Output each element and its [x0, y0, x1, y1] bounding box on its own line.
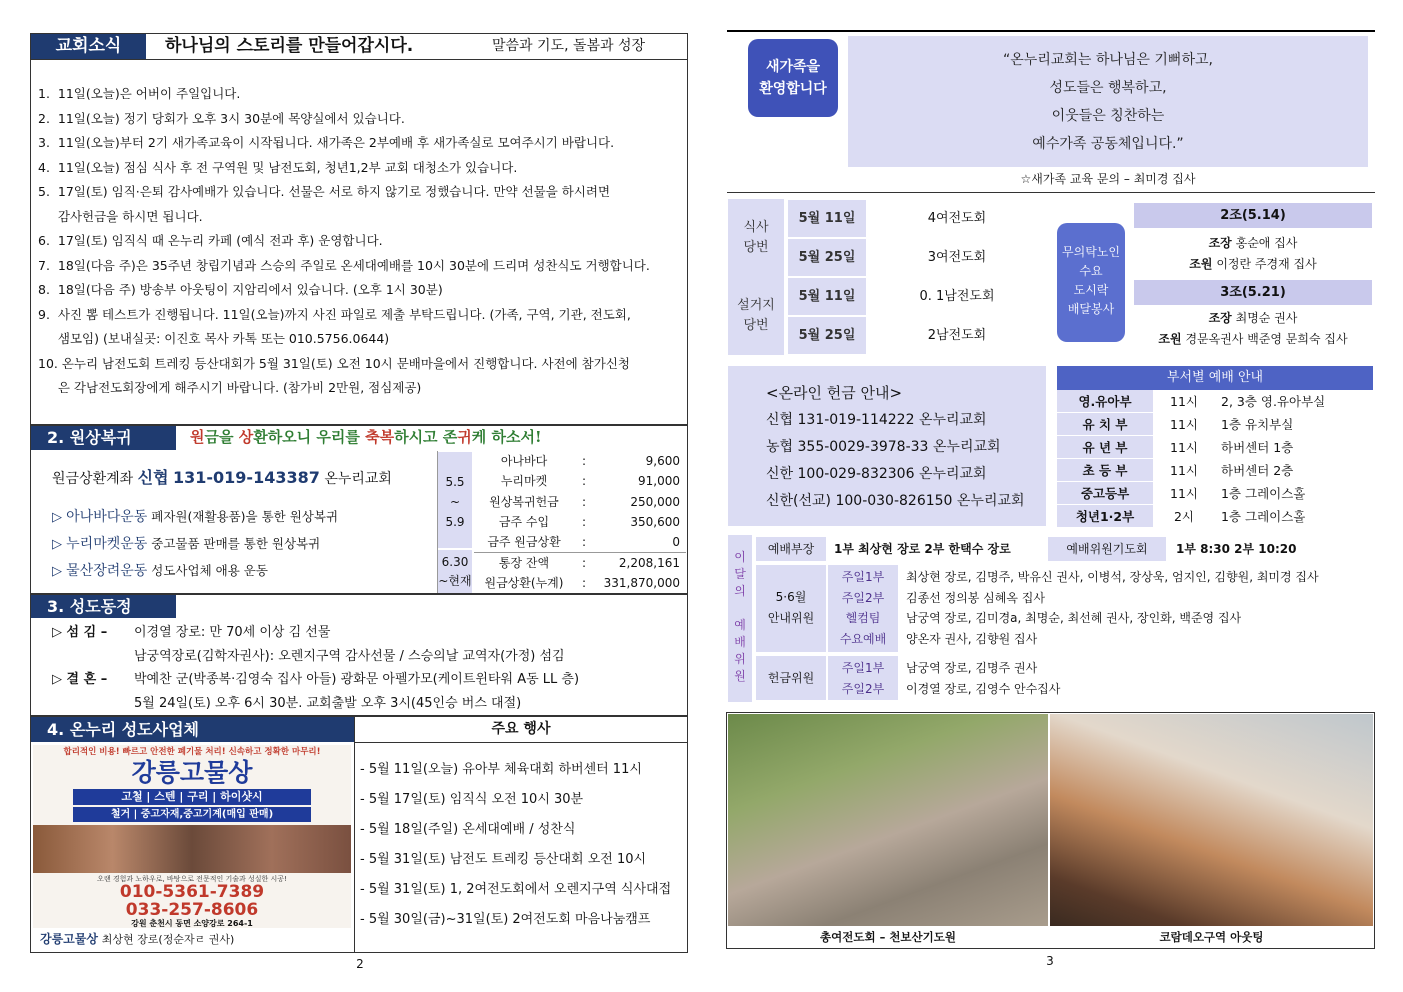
- member-news-line: [52, 621, 579, 645]
- church-news-title: 교회소식: [31, 34, 146, 59]
- member-news-line: [52, 645, 579, 669]
- online-offering: <온라인 헌금 안내> 신협 131-019-114222 온누리교회 농협 355-0029-3978-33 온누리교회 신한 100-029-832306 온누리교회 신한(선교) 100-030-826150 온누리교회: [728, 366, 1046, 526]
- dept-name: 유 년 부: [1057, 436, 1153, 458]
- page-number-left: 2: [356, 957, 364, 971]
- quote-line: 이웃들은 칭찬하는: [1051, 108, 1165, 124]
- slogan-part: 금을: [204, 428, 239, 446]
- restitution-title: 2. 원상복귀: [31, 426, 176, 450]
- movement-name: 물산장려운동: [66, 563, 148, 579]
- committee-box: [728, 535, 1374, 702]
- prayer-meeting-time: 1부 8:30 2부 10:20: [1176, 542, 1297, 556]
- news-item: 4. 11일(오늘) 점심 식사 후 전 구역원 및 남전도회, 청년1,2부 교회 대청소가 있습니다.: [38, 159, 518, 175]
- news-item: 1. 11일(오늘)은 어버이 주일입니다.: [38, 86, 241, 101]
- restitution-slogan: [190, 428, 542, 447]
- line-label: ▷ 결 혼 –: [52, 672, 108, 687]
- dept-row: [1057, 482, 1373, 505]
- row-key: 원금상환(누계): [484, 575, 564, 590]
- guide-names: 최상현 장로, 김명주, 박유신 권사, 이병석, 장상욱, 엄지인, 김향원, 최미경 집사: [906, 570, 1319, 584]
- row-value: 2,208,161: [618, 556, 680, 571]
- delivery-group-3-title: 3조(5.21): [1134, 280, 1372, 305]
- restitution-row: [474, 451, 686, 471]
- meal-duty-label: 식사 당번: [728, 199, 784, 277]
- offer-names: 남궁역 장로, 김명주 권사: [906, 661, 1038, 675]
- bullet-icon: ▷: [52, 564, 67, 579]
- delivery-group-2: 조장 홍순애 집사 조원 이정란 주경재 집사: [1189, 236, 1317, 271]
- online-account: 신협 131-019-114222 온누리교회: [766, 412, 987, 428]
- dept-name: 중고등부: [1057, 482, 1153, 504]
- restitution-row: [474, 573, 686, 593]
- worship-head-label: 예배부장: [756, 537, 826, 561]
- events-list: [360, 755, 671, 935]
- welcome-quote: [848, 36, 1368, 167]
- member-news-list: [52, 621, 579, 715]
- row-key: 금주 원금상환: [487, 535, 561, 550]
- restitution-row: [474, 492, 686, 512]
- online-account: 농협 355-0029-3978-33 온누리교회: [766, 439, 1001, 455]
- dept-row: [1057, 459, 1373, 482]
- row-value: 350,600: [630, 514, 680, 529]
- line-text: 5월 24일(토) 오후 6시 30분. 교회출발 오후 3시(45인승 버스 대절): [134, 695, 522, 711]
- movement-name: 아나바다운동: [66, 509, 148, 525]
- event-item: - 5월 31일(토) 1, 2여전도회에서 오렌지구역 식사대접: [360, 882, 672, 897]
- guide-key: 수요예배: [839, 631, 887, 646]
- business-title: 4. 온누리 성도사업체: [31, 717, 354, 742]
- news-item: 10. 온누리 남전도회 트레킹 등산대회가 5월 31일(토) 오전 10시 문배마을에서 진행합니다. 사전에 참가신청: [38, 355, 630, 371]
- account-line: 원금상환계좌 신협 131-019-143387 온누리교회: [52, 468, 392, 487]
- dept-name: 초 등 부: [1057, 459, 1153, 481]
- row-colon: :: [581, 556, 587, 571]
- movement-item: [52, 504, 338, 531]
- member-news-line: [52, 692, 579, 716]
- slogan-part: 원: [190, 428, 205, 446]
- duty-group: 4여전도회: [927, 211, 987, 226]
- movement-desc: 성도사업체 애용 운동: [147, 563, 268, 578]
- side-char: 달: [734, 567, 746, 581]
- row-value: 331,870,000: [603, 575, 680, 590]
- news-item: 6. 17일(토) 임직식 때 온누리 카페 (예식 전과 후) 운영합니다.: [38, 233, 383, 248]
- welcome-badge: 새가족을 환영합니다: [748, 39, 838, 117]
- side-char: [728, 600, 752, 617]
- news-item: 8. 18일(다음 주) 방송부 아웃팅이 지암리에서 있습니다. (오후 1시 30분): [38, 282, 443, 297]
- dept-row: [1057, 436, 1373, 459]
- slogan-part: 케 하소서!: [471, 428, 542, 446]
- row-value: 250,000: [630, 494, 680, 509]
- side-char: 배: [734, 635, 746, 649]
- slogan-part: 상: [238, 428, 254, 446]
- member-news-title: 3. 성도동정: [31, 595, 176, 618]
- delivery-label: 무의탁노인 수요 도시락 배달봉사: [1057, 223, 1125, 342]
- row-key: 통장 잔액: [498, 556, 550, 571]
- row-colon: :: [581, 514, 587, 529]
- slogan-part: 환하오니 우리를: [253, 428, 366, 446]
- line-label: ▷ 섬 김 –: [52, 625, 108, 640]
- online-account: 신한(선교) 100-030-826150 온누리교회: [766, 493, 1025, 509]
- row-value: 9,600: [645, 454, 680, 468]
- dept-place: 1층 그레이스홀: [1221, 486, 1306, 501]
- movement-desc: 중고물품 판매를 통한 원상복귀: [147, 536, 321, 551]
- event-item: - 5월 18일(주일) 온세대예배 / 성찬식: [360, 822, 576, 837]
- duty-group: 0. 1남전도회: [919, 289, 995, 304]
- movement-item: [52, 558, 338, 585]
- photo-coramdeo-outing: [1050, 714, 1373, 926]
- dept-worship-table: 부서별 예배 안내 영.유아부 11시 2, 3층 영.유아부실 유 치 부 11시 1층 유치부실 유 년 부 11시 하버센터 1층 초 등 부 11시 하버센터 2층 중고등부 11시 1층 그레이스홀 청년1·2부 2시 1층 그레이스홀: [1057, 366, 1373, 528]
- committee-side-label: [728, 535, 752, 702]
- restitution-row: [474, 512, 686, 532]
- dept-time: 2시: [1173, 509, 1195, 524]
- bullet-icon: ▷: [52, 537, 67, 552]
- news-item: 3. 11일(오늘)부터 2기 새가족교육이 시작됩니다. 새가족은 2부예배 후 새가족실로 모여주시기 바랍니다.: [38, 135, 615, 150]
- side-char: 의: [734, 584, 746, 598]
- dept-name: 영.유아부: [1057, 390, 1153, 412]
- row-key: 누리마켓: [500, 474, 548, 489]
- dept-row: [1057, 413, 1373, 436]
- side-char: 위: [734, 652, 746, 666]
- photo-caption-2: 코람데오구역 아웃팅: [1159, 930, 1264, 944]
- slogan-part: 귀: [457, 428, 472, 446]
- offer-key: 주일1부: [841, 661, 885, 675]
- row-key: 원상복귀헌금: [489, 494, 559, 509]
- business-ad: 합리적인 비용! 빠르고 안전한 폐기물 처리! 신속하고 정확한 마무리! 강릉고물상 고철 | 스텐 | 구리 | 하이샷시 철거 | 중고자재,중고기계(매입 판매) 오랜 경험과 노하우로, 바탕으로 전문적인 기술과 성실한 시공! 010-5361-7389 033-257-8606 강원 춘천시 동면 소양강로 264-1: [33, 745, 351, 928]
- duty-group: 3여전도회: [927, 250, 987, 265]
- restitution-row: [474, 552, 686, 572]
- duty-date: 5월 11일: [788, 278, 866, 315]
- side-char: 이: [734, 550, 746, 564]
- guide-key: 주일1부: [841, 570, 885, 584]
- guide-key: 주일2부: [841, 590, 885, 605]
- delivery-group-3: 조장 최명순 권사 조원 경문옥권사 백준영 문희숙 집사: [1158, 311, 1348, 346]
- guide-names: 김종선 정의봉 심혜옥 집사: [906, 590, 1045, 605]
- dept-time: 11시: [1170, 486, 1198, 501]
- duty-date: 5월 11일: [788, 200, 866, 237]
- duty-date: 5월 25일: [788, 317, 866, 354]
- news-item: 2. 11일(오늘) 정기 당회가 오후 3시 30분에 목양실에서 있습니다.: [38, 110, 405, 126]
- news-item: 9. 사진 뽐 테스트가 진행됩니다. 11일(오늘)까지 사진 파일로 제출 부탁드립니다. (가족, 구역, 기관, 전도회,: [38, 306, 631, 322]
- row-colon: :: [581, 474, 587, 489]
- row-key: 아나바다: [500, 454, 548, 468]
- line-label: [52, 645, 134, 669]
- line-text: 이경열 장로: 만 70세 이상 김 선물: [134, 625, 331, 640]
- movement-desc: 폐자원(재활용품)을 통한 원상복귀: [147, 509, 339, 524]
- dept-place: 하버센터 2층: [1221, 463, 1294, 478]
- line-label: [52, 692, 134, 716]
- quote-line: 성도들은 행복하고,: [1049, 80, 1167, 96]
- church-news-list: [38, 82, 683, 401]
- dept-row: [1057, 390, 1373, 413]
- line-text: 박예찬 군(박종복·김영숙 집사 아들) 광화문 아펠가모(케이트윈타워 A동 LL 층): [134, 672, 580, 687]
- slogan-part: 하시고 존: [394, 428, 458, 446]
- event-item: - 5월 11일(오늘) 유아부 체육대회 하버센터 11시: [360, 762, 642, 777]
- dept-time: 11시: [1170, 463, 1198, 478]
- restitution-table: [474, 451, 686, 593]
- dept-name: 유 치 부: [1057, 413, 1153, 435]
- business-caption: 강릉고물상 최상현 장로(정순자ㄹ 권사): [40, 932, 235, 946]
- event-item: - 5월 31일(토) 남전도 트레킹 등산대회 오전 10시: [360, 852, 647, 867]
- movement-item: [52, 531, 338, 558]
- quote-line: “온누리교회는 하나님은 기뻐하고,: [1003, 52, 1213, 68]
- dept-time: 11시: [1170, 394, 1198, 409]
- guide-key: 헬컴팀: [845, 611, 881, 625]
- dept-place: 2, 3층 영.유아부실: [1221, 394, 1326, 409]
- duty-group: 2남전도회: [927, 328, 987, 343]
- member-news-line: [52, 668, 579, 692]
- row-key: 금주 수입: [498, 514, 550, 529]
- church-news-motto: 말씀과 기도, 돌봄과 성장: [492, 38, 646, 54]
- dept-place: 하버센터 1층: [1221, 440, 1294, 455]
- events-title: 주요 행사: [491, 721, 551, 737]
- row-colon: :: [581, 575, 587, 590]
- worship-head: 1부 최상현 장로 2부 한택수 장로: [834, 542, 1011, 556]
- movement-list: [52, 504, 338, 585]
- dept-name: 청년1·2부: [1057, 505, 1153, 527]
- online-account: 신한 100-029-832306 온누리교회: [766, 466, 987, 482]
- restitution-row: [474, 532, 686, 552]
- newfamily-inquiry: ☆새가족 교육 문의 – 최미경 집사: [1020, 172, 1196, 186]
- news-item: 5. 17일(토) 임직·은퇴 감사예배가 있습니다. 선물은 서로 하지 않기로 정했습니다. 만약 선물을 하시려면: [38, 184, 611, 199]
- row-colon: :: [581, 454, 587, 468]
- scrap-image: [33, 825, 351, 873]
- event-item: - 5월 17일(토) 임직식 오전 10시 30분: [360, 792, 584, 807]
- bullet-icon: ▷: [52, 510, 67, 525]
- church-news-headline: 하나님의 스토리를 만들어갑시다.: [165, 36, 414, 56]
- guide-label: 5·6월 안내위원: [756, 565, 826, 652]
- quote-line: 예수가족 공동체입니다.”: [1032, 136, 1184, 152]
- dept-place: 1층 유치부실: [1221, 417, 1294, 432]
- restitution-row: [474, 471, 686, 491]
- slogan-part: 축복: [365, 428, 395, 446]
- duty-table: [728, 199, 1046, 355]
- dept-row: [1057, 505, 1373, 528]
- news-item: 은 각남전도회장에게 해주시기 바랍니다. (참가비 2만원, 점심제공): [38, 380, 422, 395]
- news-item: 감사헌금을 하시면 됩니다.: [38, 208, 203, 224]
- row-value: 0: [672, 535, 680, 550]
- dept-time: 11시: [1170, 417, 1198, 432]
- photo-women-fellowship: [728, 714, 1048, 926]
- guide-names: 양온자 권사, 김향원 집사: [906, 631, 1038, 646]
- dept-time: 11시: [1170, 440, 1198, 455]
- row-colon: :: [581, 494, 587, 509]
- dish-duty-label: 설거지 당번: [728, 277, 784, 355]
- guide-names: 남궁역 장로, 김미경a, 최명순, 최선혜 권사, 장인화, 백준영 집사: [906, 611, 1242, 625]
- photo-caption-1: 총여전도회 – 천보산기도원: [820, 930, 956, 944]
- row-colon: :: [581, 535, 587, 550]
- news-item: 샘모임) (보내실곳: 이진호 목사 카톡 또는 010.5756.0644): [38, 331, 390, 346]
- dept-place: 1층 그레이스홀: [1221, 509, 1306, 524]
- prayer-meeting-label: 예배위원기도회: [1048, 537, 1166, 561]
- line-text: 남궁역장로(김학자권사): 오렌지구역 감사선물 / 스승의날 교역자(가정) 섬김: [134, 648, 565, 664]
- side-char: 원: [734, 669, 746, 683]
- offer-names: 이경열 장로, 김영수 안수집사: [906, 681, 1061, 696]
- news-item: 7. 18일(다음 주)은 35주년 창립기념과 스승의 주일로 온세대예배를 10시 30분에 드리며 성찬식도 거행합니다.: [38, 257, 650, 273]
- delivery-group-2-title: 2조(5.14): [1134, 203, 1372, 228]
- row-value: 91,000: [638, 474, 680, 489]
- event-item: - 5월 30일(금)~31일(토) 2여전도회 마음나눔캠프: [360, 912, 651, 927]
- offering-label: 헌금위원: [756, 656, 826, 700]
- offer-key: 주일2부: [841, 681, 885, 696]
- side-char: 예: [734, 618, 746, 632]
- page-number-right: 3: [1046, 954, 1054, 968]
- movement-name: 누리마켓운동: [66, 536, 148, 552]
- duty-date: 5월 25일: [788, 239, 866, 276]
